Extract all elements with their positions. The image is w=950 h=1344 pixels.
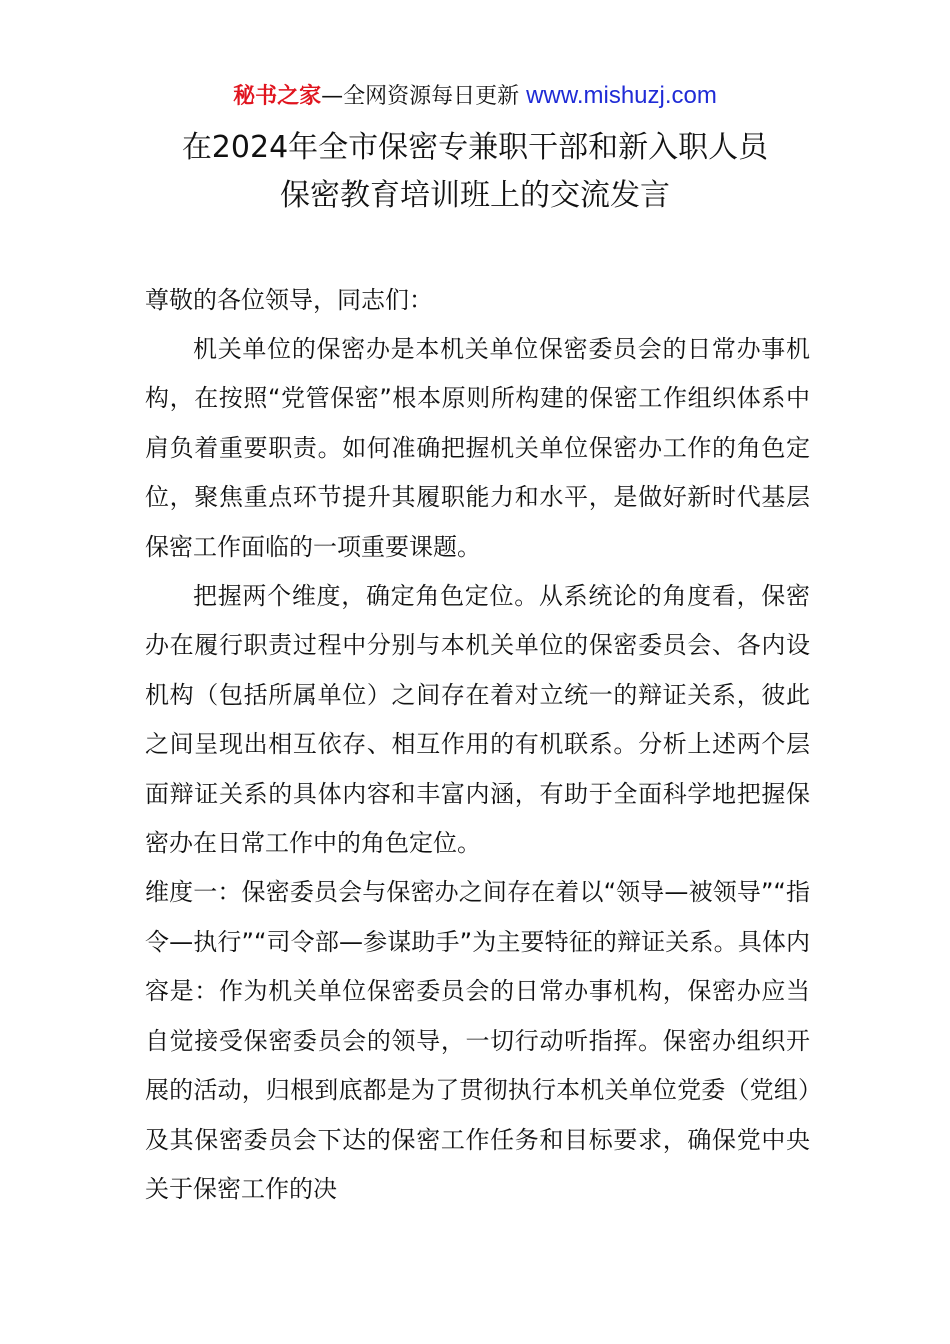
paragraph: 把握两个维度，确定角色定位。从系统论的角度看，保密办在履行职责过程中分别与本机关单位的保密委员会、各内设机构（包括所属单位）之间存在着对立统一的辩证关系，彼此之间呈现出相互依存、相互作用的有机联系。分析上述两个层面辩证关系的具体内容和丰富内涵，有助于全面科学地把握保密办在日常工作中的角色定位。 [145, 582, 810, 858]
site-url-link[interactable]: www.mishuzj.com [526, 82, 717, 109]
brand-name: 秘书之家 [233, 84, 322, 109]
paragraph: 维度一：保密委员会与保密办之间存在着以“领导—被领导”“指令—执行”“司令部—参谋助手”为主要特征的辩证关系。具体内容是：作为机关单位保密委员会的日常办事机构，保密办应当自觉接受保密委员会的领导，一切行动听指挥。保密办组织开展的活动，归根到底都是为了贯彻执行本机关单位党委（党组）及其保密委员会下达的保密工作任务和目标要求，确保党中央关于保密工作的决 [145, 878, 810, 1203]
salutation: 尊敬的各位领导，同志们： [145, 286, 433, 314]
document-body [145, 325, 810, 1214]
header-tagline: —全网资源每日更新 [321, 84, 520, 109]
document-title-line-2: 保密教育培训班上的交流发言 [280, 178, 670, 213]
site-header [0, 80, 950, 113]
paragraph: 机关单位的保密办是本机关单位保密委员会的日常办事机构，在按照“党管保密”根本原则所构建的保密工作组织体系中肩负着重要职责。如何准确把握机关单位保密办工作的角色定位，聚焦重点环节提升其履职能力和水平，是做好新时代基层保密工作面临的一项重要课题。 [145, 335, 810, 561]
document-title-line-1: 在2024年全市保密专兼职干部和新入职人员 [181, 130, 769, 165]
